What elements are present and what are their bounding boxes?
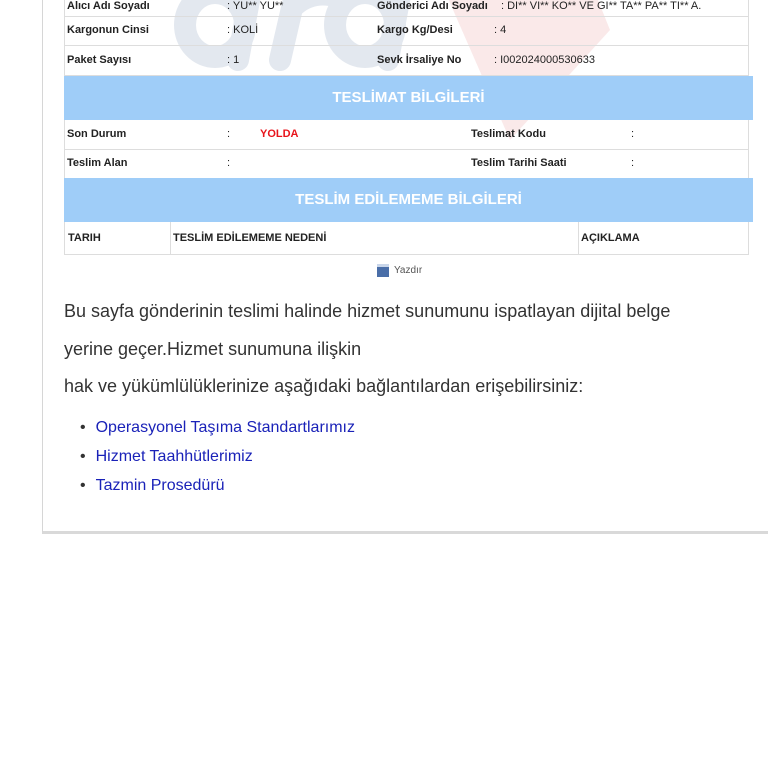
received-by-label: Teslim Alan bbox=[67, 157, 128, 169]
delivery-header: TESLİMAT BİLGİLERİ bbox=[64, 76, 753, 120]
count-value: : 1 bbox=[227, 54, 240, 66]
status-label: Son Durum bbox=[67, 128, 127, 140]
count-label: Paket Sayısı bbox=[67, 54, 132, 66]
status-colon: : bbox=[227, 128, 231, 140]
info-line-2: yerine geçer.Hizmet sunumuna ilişkin bbox=[64, 339, 362, 359]
date-label: Teslim Tarihi Saati bbox=[471, 157, 567, 169]
waybill-label: Sevk İrsaliye No bbox=[377, 54, 462, 66]
code-label: Teslimat Kodu bbox=[471, 128, 546, 140]
row-type bbox=[64, 16, 749, 46]
received-colon: : bbox=[227, 157, 231, 169]
print-label: Yazdır bbox=[394, 264, 423, 276]
weight-value: : 4 bbox=[494, 24, 507, 36]
column-divider bbox=[578, 222, 579, 254]
waybill-value: : I002024000530633 bbox=[494, 54, 595, 66]
code-colon: : bbox=[631, 128, 635, 140]
receiver-label: Alıcı Adı Soyadı bbox=[67, 0, 150, 12]
status-value: YOLDA bbox=[260, 128, 299, 140]
row-count bbox=[64, 45, 749, 76]
column-date: TARIH bbox=[68, 232, 101, 244]
printer-icon bbox=[377, 264, 389, 277]
type-value: : KOLİ bbox=[227, 24, 259, 36]
weight-label: Kargo Kg/Desi bbox=[377, 24, 453, 36]
failed-table-header bbox=[64, 222, 749, 255]
type-label: Kargonun Cinsi bbox=[67, 24, 149, 36]
row-receiver bbox=[64, 0, 749, 17]
link-compensation-procedure[interactable]: • Tazmin Prosedürü bbox=[80, 476, 355, 505]
column-divider bbox=[170, 222, 171, 254]
row-status bbox=[64, 120, 749, 150]
column-description: AÇIKLAMA bbox=[581, 232, 640, 244]
info-line-1: Bu sayfa gönderinin teslimi halinde hizmet sunumunu ispatlayan dijital belge bbox=[64, 301, 671, 321]
sender-value: : DI** VI** KO** VE GI** TA** PA** TI** A. bbox=[501, 0, 702, 12]
receiver-value: : YU** YU** bbox=[227, 0, 284, 12]
date-colon: : bbox=[631, 157, 635, 169]
link-service-commitments[interactable]: • Hizmet Taahhütlerimiz bbox=[80, 447, 355, 476]
info-line-3: hak ve yükümlülüklerinize aşağıdaki bağlantılardan erişebilirsiniz: bbox=[64, 376, 584, 396]
column-reason: TESLİM EDİLEMEME NEDENİ bbox=[173, 232, 327, 244]
sender-label: Gönderici Adı Soyadı bbox=[377, 0, 488, 12]
row-received bbox=[64, 149, 749, 179]
print-button[interactable] bbox=[377, 264, 422, 277]
failed-header: TESLİM EDİLEMEME BİLGİLERİ bbox=[64, 178, 753, 222]
links-list bbox=[80, 418, 355, 505]
link-operational-standards[interactable]: • Operasyonel Taşıma Standartlarımız bbox=[80, 418, 355, 447]
